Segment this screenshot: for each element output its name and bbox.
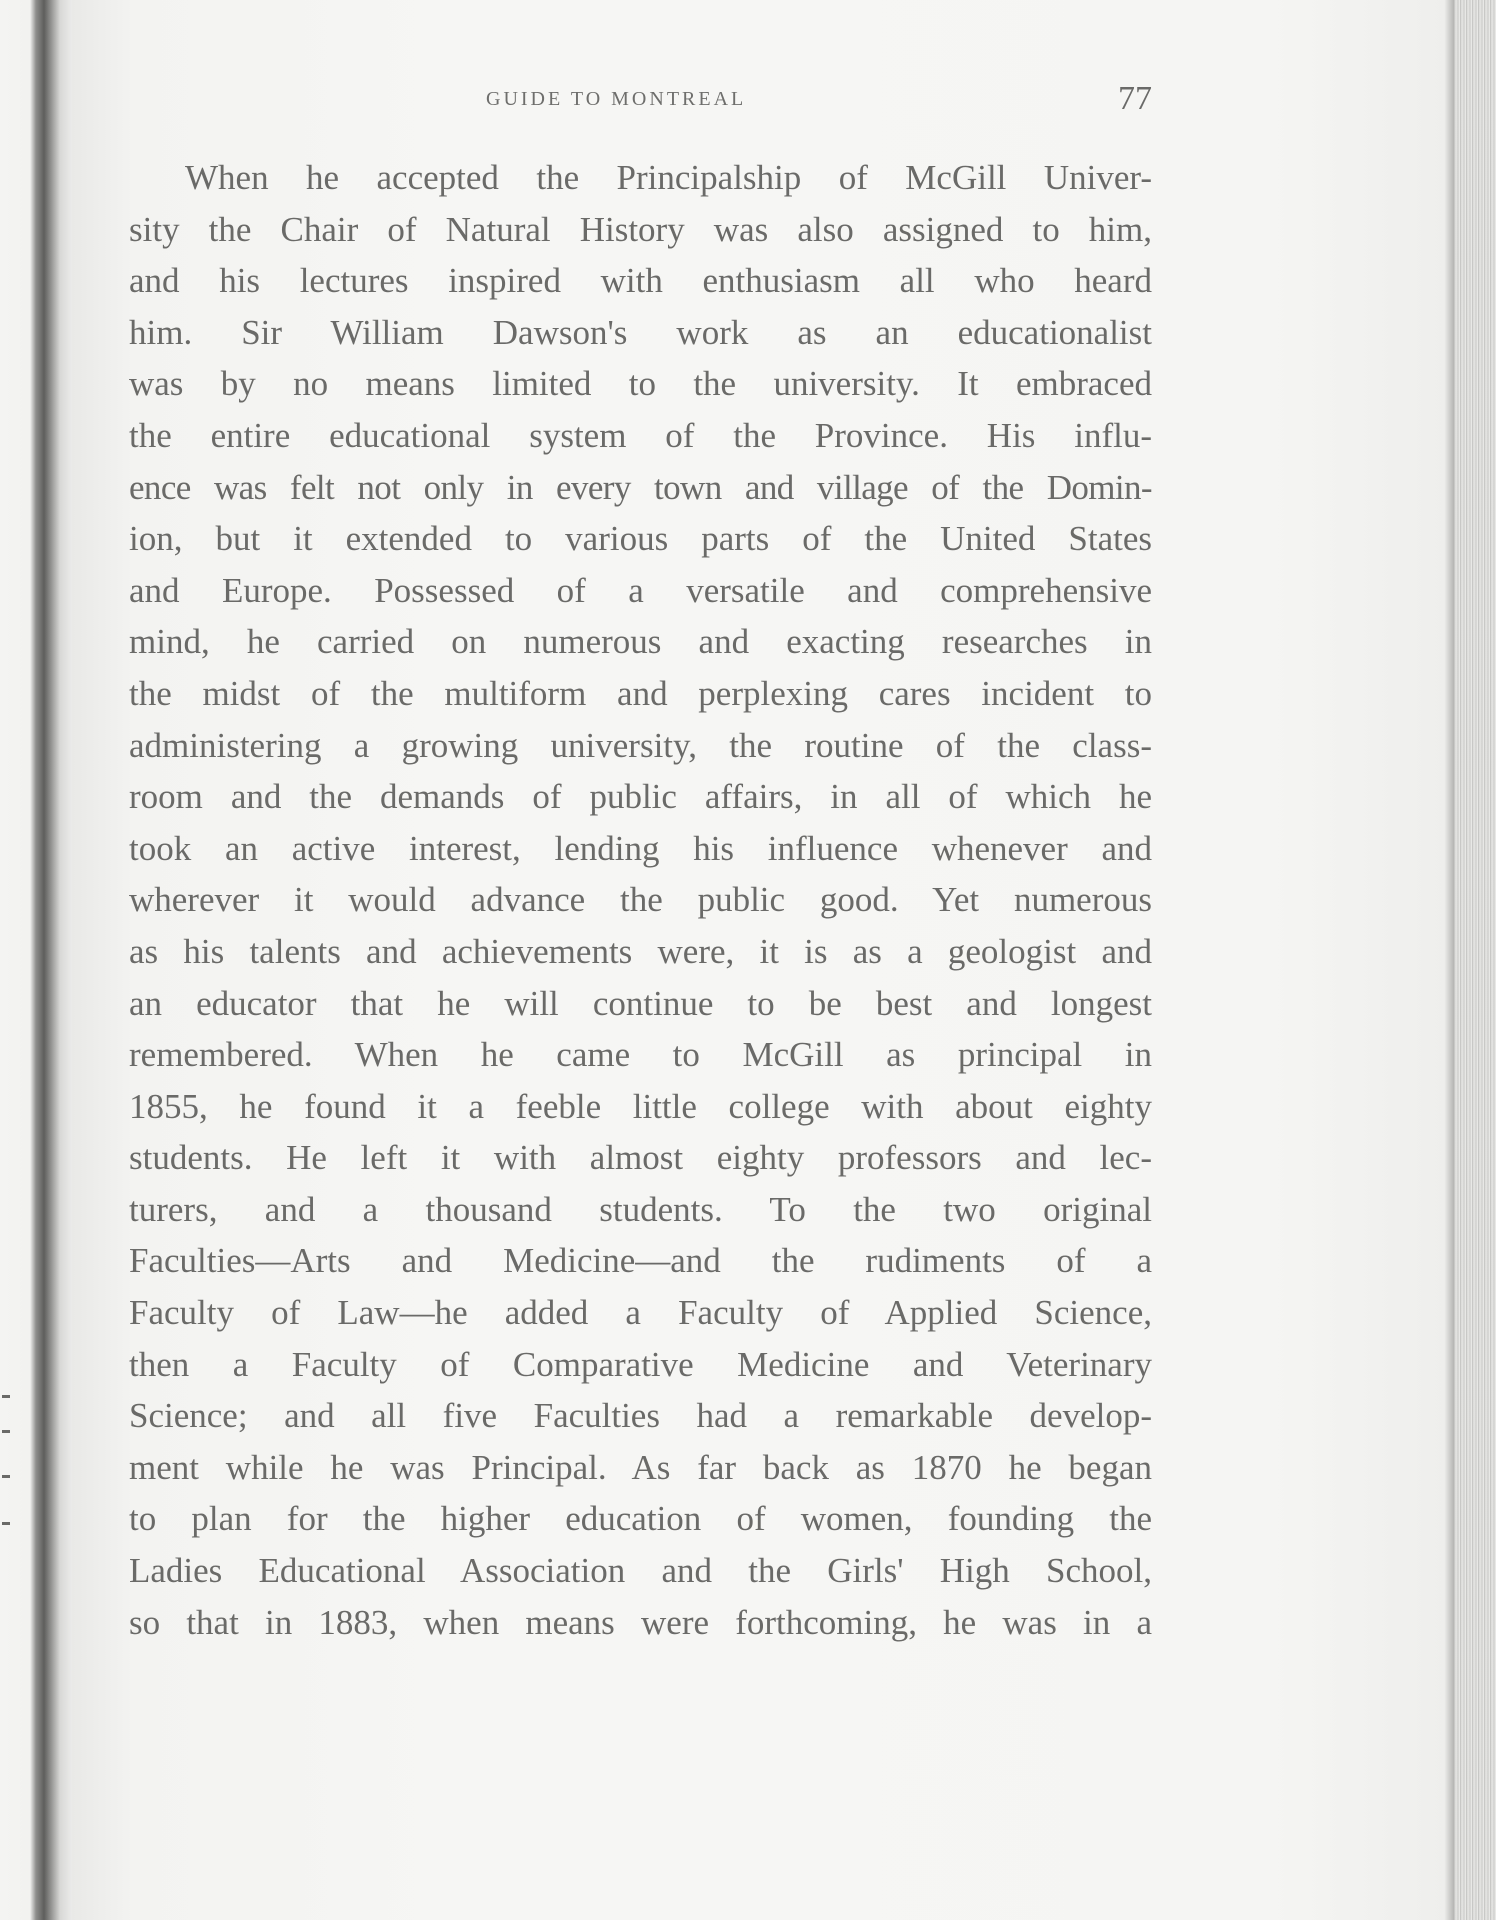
text-line: ment while he was Principal. As far back as 1870 he began [129, 1447, 1152, 1487]
text-line: turers, and a thousand students. To the two original [129, 1189, 1152, 1229]
text-line: wherever it would advance the public good. Yet numerous [129, 880, 1152, 920]
text-line: Ladies Educational Association and the Girls' High School, [129, 1551, 1152, 1591]
text-line: then a Faculty of Comparative Medicine and Veterinary [129, 1344, 1152, 1384]
text-line: was by no means limited to the university. It embraced [129, 364, 1152, 404]
text-line: and Europe. Possessed of a versatile and comprehensive [129, 570, 1152, 610]
facing-page-margin-marks [2, 0, 22, 1920]
text-line: remembered. When he came to McGill as principal in [129, 1035, 1152, 1075]
text-line: so that in 1883, when means were forthcoming, he was in a [129, 1602, 1152, 1642]
text-line: an educator that he will continue to be best and longest [129, 983, 1152, 1023]
text-line: administering a growing university, the routine of the class- [129, 725, 1152, 765]
text-line: Science; and all five Faculties had a remarkable develop- [129, 1396, 1152, 1436]
page-number: 77 [1118, 80, 1152, 117]
text-line: and his lectures inspired with enthusiasm all who heard [129, 261, 1152, 301]
text-line: When he accepted the Principalship of McGill Univer- [185, 158, 1152, 197]
text-line: Faculty of Law—he added a Faculty of Applied Science, [129, 1293, 1152, 1333]
margin-mark [2, 1395, 10, 1398]
text-line: mind, he carried on numerous and exacting researches in [129, 622, 1152, 662]
text-line: the midst of the multiform and perplexing cares incident to [129, 673, 1152, 713]
page-edge-shadow [1444, 0, 1454, 1920]
text-line: the entire educational system of the Province. His influ- [129, 415, 1152, 455]
text-line: ence was felt not only in every town and village of the Domin- [129, 467, 1152, 507]
text-line: took an active interest, lending his influence whenever and [129, 828, 1152, 868]
text-line: 1855, he found it a feeble little college with about eighty [129, 1086, 1152, 1126]
body-paragraph [129, 152, 1152, 1648]
text-line: as his talents and achievements were, it is as a geologist and [129, 931, 1152, 971]
text-line: Faculties—Arts and Medicine—and the rudiments of a [129, 1241, 1152, 1281]
text-line: to plan for the higher education of women, founding the [129, 1499, 1152, 1539]
text-line: him. Sir William Dawson's work as an educationalist [129, 312, 1152, 352]
text-line: ion, but it extended to various parts of the United States [129, 519, 1152, 559]
margin-mark [2, 1475, 10, 1478]
margin-mark [2, 1522, 10, 1525]
text-line: sity the Chair of Natural History was also assigned to him, [129, 209, 1152, 249]
text-line: room and the demands of public affairs, in all of which he [129, 777, 1152, 817]
margin-mark [2, 1430, 10, 1433]
running-head: GUIDE TO MONTREAL [486, 88, 747, 110]
text-line: students. He left it with almost eighty professors and lec- [129, 1138, 1152, 1178]
page-stack-edges [1454, 0, 1496, 1920]
